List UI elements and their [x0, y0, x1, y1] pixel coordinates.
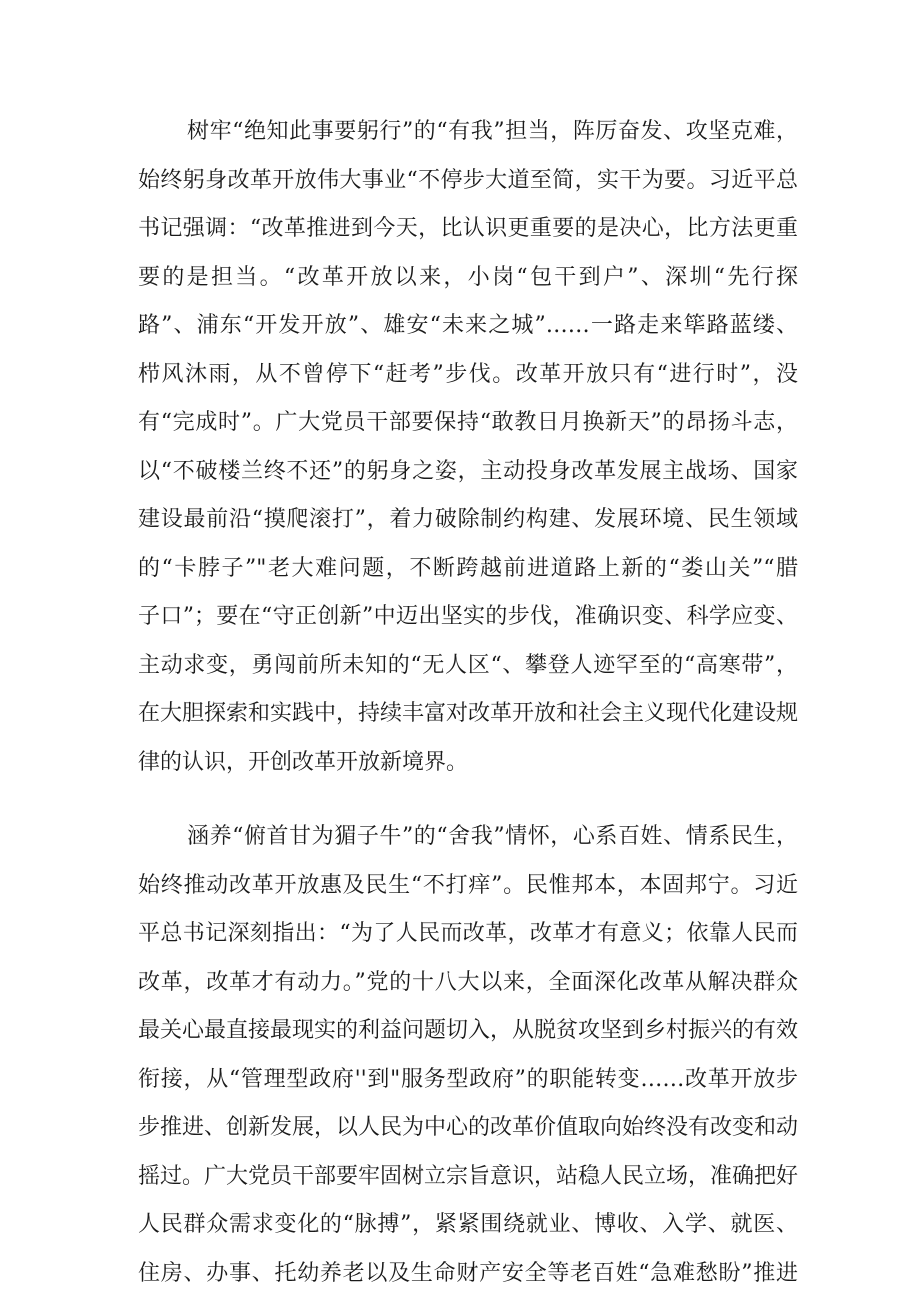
text-line: 建设最前沿“摸爬滚打”，着力破除制约构建、发展环境、民生领域	[138, 507, 798, 532]
text-line: 住房、办事、托幼养老以及生命财产安全等老百姓“急难愁盼”推进	[138, 1260, 798, 1286]
text-line: 路”、浦东“开发开放”、雄安“未来之城”……一路走来筚路蓝缕、	[138, 313, 798, 338]
paragraph-2	[138, 813, 798, 1298]
text-line: 在大胆探索和实践中，持续丰富对改革开放和社会主义现代化建设规	[138, 701, 798, 726]
text-line: 始终躬身改革开放伟大事业“不停步大道至简，实干为要。习近平总	[138, 167, 798, 193]
text-line: 始终推动改革开放惠及民生“不打痒”。民惟邦本，本固邦宁。习近	[138, 872, 798, 898]
text-line: 摇过。广大党员干部要牢固树立宗旨意识，站稳人民立场，准确把好	[138, 1163, 798, 1189]
text-line: 子口”；要在“守正创新”中迈出坚实的步伐，准确识变、科学应变、	[138, 604, 798, 629]
text-line: 人民群众需求变化的“脉搏”，紧紧围绕就业、博收、入学、就医、	[138, 1212, 798, 1237]
text-line: 衔接，从“管理型政府''到"服务型政府”的职能转变……改革开放步	[138, 1066, 798, 1092]
paragraph-spacer	[138, 787, 798, 813]
text-line: 主动求变，勇闯前所未知的“无人区“、攀登人迹罕至的“高寒带”，	[138, 652, 798, 678]
text-line: 律的认识，开创改革开放新境界。	[138, 749, 469, 775]
text-line: 改革，改革才有动力。”党的十八大以来，全面深化改革从解决群众	[138, 969, 798, 995]
text-line: 有“完成时”。广大党员干部要保持“敢教日月换新天”的昂扬斗志，	[138, 410, 798, 435]
text-line: 栉风沐雨，从不曾停下“赶考”步伐。改革开放只有“进行时”，没	[138, 361, 798, 387]
text-line: 步推进、创新发展，以人民为中心的改革价值取向始终没有改变和动	[138, 1115, 798, 1140]
text-line: 最关心最直接最现实的利益问题切入，从脱贫攻坚到乡村振兴的有效	[138, 1018, 798, 1043]
text-line: 要的是担当。“改革开放以来，小岗“包干到户”、深圳“先行探	[138, 264, 798, 290]
document-body	[138, 108, 798, 1298]
text-line: 涵养“俯首甘为猸子牛”的“舍我”情怀，心系百姓、情系民生，	[187, 824, 798, 849]
paragraph-1	[138, 108, 798, 787]
text-line: 书记强调：“改革推进到今天，比认识更重要的是决心，比方法更重	[138, 216, 798, 241]
text-line: 平总书记深刻指出：“为了人民而改革，改革才有意义；依靠人民而	[138, 921, 798, 946]
text-line: 树牢“绝知此事要躬行”的“有我”担当，阵厉奋发、攻坚克难，	[187, 119, 798, 144]
text-line: 的“卡脖子”"老大难问题，不断跨越前进道路上新的“娄山关”“腊	[138, 555, 798, 581]
text-line: 以“不破楼兰终不还”的躬身之姿，主动投身改革发展主战场、国家	[138, 458, 798, 484]
